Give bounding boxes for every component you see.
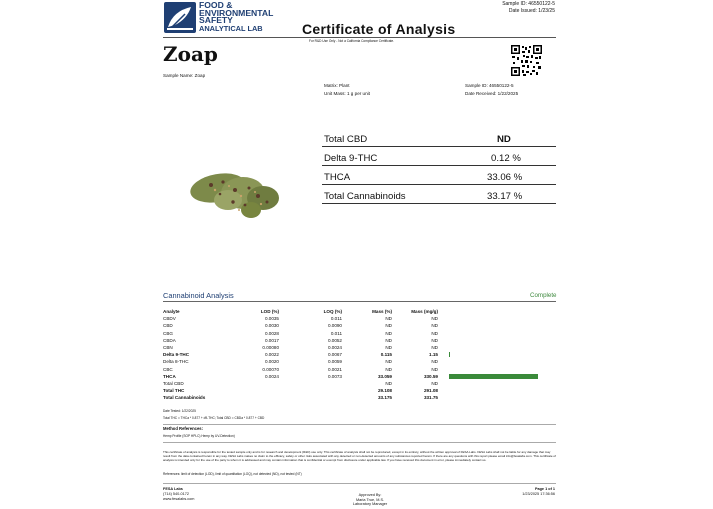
cell-lod: 0.0017	[264, 337, 279, 343]
cell-mg: ND	[431, 366, 438, 372]
cell-pct: ND	[385, 323, 392, 329]
cell-mg: ND	[431, 345, 438, 351]
summary-value: 33.17 %	[487, 191, 523, 202]
cell-lod: 0.0030	[264, 323, 279, 329]
cell-loq: 0.011	[330, 316, 342, 322]
logo-text-line1: FOOD &	[199, 0, 233, 10]
cell-lod	[259, 394, 279, 401]
header-divider	[163, 37, 556, 38]
summary-value: 33.06 %	[487, 172, 523, 183]
table-row	[163, 330, 538, 337]
method-references-title: Method References:	[163, 426, 204, 431]
cell-loq: 0.0067	[327, 352, 342, 358]
matrix-sample-id: Sample ID: 46550122-5	[465, 83, 514, 88]
cell-bar	[438, 387, 538, 394]
cell-pct: ND	[385, 345, 392, 351]
cell-mg: ND	[431, 337, 438, 343]
summary-label: Delta 9-THC	[324, 153, 378, 164]
cell-pct: ND	[385, 366, 392, 372]
cell-name: Delta 8-THC	[163, 359, 189, 365]
brand-name: Zoap	[163, 42, 218, 66]
cannabis-flower-image	[163, 110, 323, 270]
table-row	[163, 358, 538, 365]
column-header: Mass (mg/g)	[411, 309, 438, 314]
cell-pct: ND	[385, 337, 392, 343]
cell-bar	[438, 373, 538, 380]
cell-bar	[438, 337, 538, 344]
cell-mg: 330.59	[423, 373, 438, 379]
summary-label: Total CBD	[324, 134, 368, 145]
unit-mass: Unit Mass: 1 g per unit	[324, 91, 370, 96]
table-row	[163, 380, 538, 387]
table-row	[163, 322, 538, 329]
rd-disclaimer: For R&D Use Only - Not a California Compliance Certificate.	[309, 39, 395, 43]
cell-loq	[279, 394, 342, 401]
cell-pct: ND	[385, 359, 392, 365]
cell-name: Total CBD	[163, 381, 184, 387]
cell-mg: ND	[431, 330, 438, 336]
cell-name: CBD	[163, 323, 173, 329]
page-title: Certificate of Analysis	[302, 21, 456, 37]
table-header-row	[163, 308, 538, 315]
method-references: Hemp Profile (SOP HPLC) Hemp by UV-Detection)	[163, 434, 235, 438]
abbreviation-references: References: limit of detection (LOD), limit of quantitation (LOQ), not detected (ND), not tested (NT)	[163, 472, 302, 476]
cell-lod: 0.0024	[264, 373, 279, 379]
cell-lod: 0.00070	[262, 366, 279, 372]
footer-phone: (714) 540-0172	[163, 492, 189, 496]
cell-lod: 0.0022	[264, 352, 279, 358]
logo-text-line3: SAFETY	[199, 15, 233, 26]
cell-lod: 0.00080	[262, 345, 279, 351]
table-row	[163, 366, 538, 373]
header-sample-id: Sample ID: 46550122-5	[502, 1, 555, 7]
table-row	[163, 351, 538, 358]
report-timestamp: 1/23/2025 17:36:56	[522, 492, 555, 496]
cell-loq: 0.0073	[327, 373, 342, 379]
column-header: Mass (%)	[372, 309, 392, 314]
cell-bar	[438, 358, 538, 365]
cell-loq: 0.0052	[327, 337, 342, 343]
cell-name: THCA	[163, 373, 176, 379]
cell-bar	[438, 330, 538, 337]
cell-mg: ND	[431, 359, 438, 365]
approved-by-label: Approved By:	[358, 493, 382, 497]
cell-lod	[259, 380, 279, 387]
analysis-status: Complete	[530, 292, 557, 299]
cell-pct: 33.059	[377, 373, 392, 379]
section-title: Cannabinoid Analysis	[163, 291, 234, 300]
cell-mg: 331.75	[423, 395, 438, 401]
cell-mg: 1.15	[429, 352, 438, 358]
cell-name: Total THC	[163, 388, 185, 394]
cell-loq: 0.0059	[327, 359, 342, 365]
matrix-type: Matrix: Plant	[324, 83, 350, 88]
table-row	[163, 344, 538, 351]
table-row	[163, 387, 538, 394]
cell-lod	[259, 387, 279, 394]
date-tested: Date Tested: 1/22/2025	[163, 409, 196, 413]
cell-bar	[438, 394, 538, 401]
cell-name: CBDV	[163, 316, 176, 322]
approver-title: Laboratory Manager	[352, 502, 388, 507]
cell-mg: 291.08	[423, 388, 438, 394]
cell-loq	[279, 387, 342, 394]
cell-mg: ND	[431, 323, 438, 329]
column-header: Analyte	[163, 309, 180, 314]
logo-text-line2: ENVIRONMENTAL	[199, 7, 274, 18]
date-received: Date Received: 1/22/2025	[465, 91, 519, 96]
cell-pct: ND	[385, 381, 392, 387]
cell-bar	[438, 366, 538, 373]
cell-loq: 0.0021	[327, 366, 342, 372]
cell-bar	[438, 315, 538, 322]
cell-lod: 0.0035	[264, 316, 279, 322]
table-row	[163, 394, 538, 401]
cell-loq: 0.0090	[327, 323, 342, 329]
summary-value: 0.12 %	[491, 153, 521, 164]
cell-mg: ND	[431, 316, 438, 322]
cell-lod: 0.0028	[264, 330, 279, 336]
cell-bar	[438, 322, 538, 329]
qr-code-icon[interactable]	[511, 45, 542, 76]
cell-name: Delta 9-THC	[163, 352, 190, 358]
sample-name: Sample Name: Zoap	[163, 73, 206, 78]
cell-pct: ND	[385, 330, 392, 336]
total-formula: Total THC = THCa * 0.877 + d9-THC; Total CBD = CBDa * 0.877 + CBD	[163, 416, 265, 420]
cell-bar	[438, 351, 538, 358]
column-header: LOQ (%)	[323, 309, 342, 314]
table-row	[163, 315, 538, 322]
cell-name: Total Cannabinoids	[163, 395, 206, 401]
cell-pct: ND	[385, 316, 392, 322]
table-row	[163, 373, 538, 380]
table-row	[163, 337, 538, 344]
cell-loq: 0.0024	[327, 345, 342, 351]
cell-name: CBDA	[163, 337, 176, 343]
cell-name: CBC	[163, 366, 173, 372]
approver-name: Maria True, M.S.	[355, 497, 385, 502]
legal-disclaimer: This certificate of analysis is responsible for the tested sample only and is for research and development (R&D) use only. This certificate of analysis shall not be reproduced, except in its entirety, without the written approval of FESA Labs. FESA Labs shall not be liable for any damage that may result from the data contained herein in any way. FESA Labs makes no claim to the efficacy, safety or other risks associated with any detected or non-detected amounts of any substances reported herein. If there are any questions with this report please email info@fesalabs.com. This certificate of analysis is intended only for the use of the party to whom it is addressed and may contain information that is confidential or exempt from disclosure under applicable law. If you have received this document in error, please immediately contact us.	[163, 450, 556, 462]
cell-bar	[438, 380, 538, 387]
cell-pct: 33.175	[377, 395, 392, 401]
footer-lab-name: FESA Labs	[163, 487, 183, 491]
summary-label: Total Cannabinoids	[324, 191, 406, 202]
column-header: LOD (%)	[260, 309, 279, 314]
concentration-bar	[449, 374, 538, 379]
cell-name: CBG	[163, 330, 173, 336]
cell-pct: 29.108	[377, 388, 392, 394]
concentration-bar	[449, 352, 450, 357]
page-number: Page 1 of 1	[534, 487, 555, 491]
logo-text-line4: ANALYTICAL LAB	[199, 23, 263, 33]
product-photo	[163, 110, 323, 270]
results-table	[163, 308, 538, 402]
cell-name: CBN	[163, 345, 173, 351]
cell-mg: ND	[431, 381, 438, 387]
summary-label: THCA	[324, 172, 351, 183]
cell-lod: 0.0020	[264, 359, 279, 365]
cell-loq: 0.011	[330, 330, 342, 336]
footer-website[interactable]: www.fesalabs.com	[163, 497, 195, 501]
cell-pct: 0.115	[380, 352, 392, 358]
cell-loq	[279, 380, 342, 387]
logo-emblem-icon	[163, 1, 197, 34]
header-date-issued: Date Issued: 1/23/25	[508, 8, 555, 14]
lab-logo	[163, 0, 274, 34]
cell-bar	[438, 344, 538, 351]
summary-value: ND	[497, 134, 511, 145]
